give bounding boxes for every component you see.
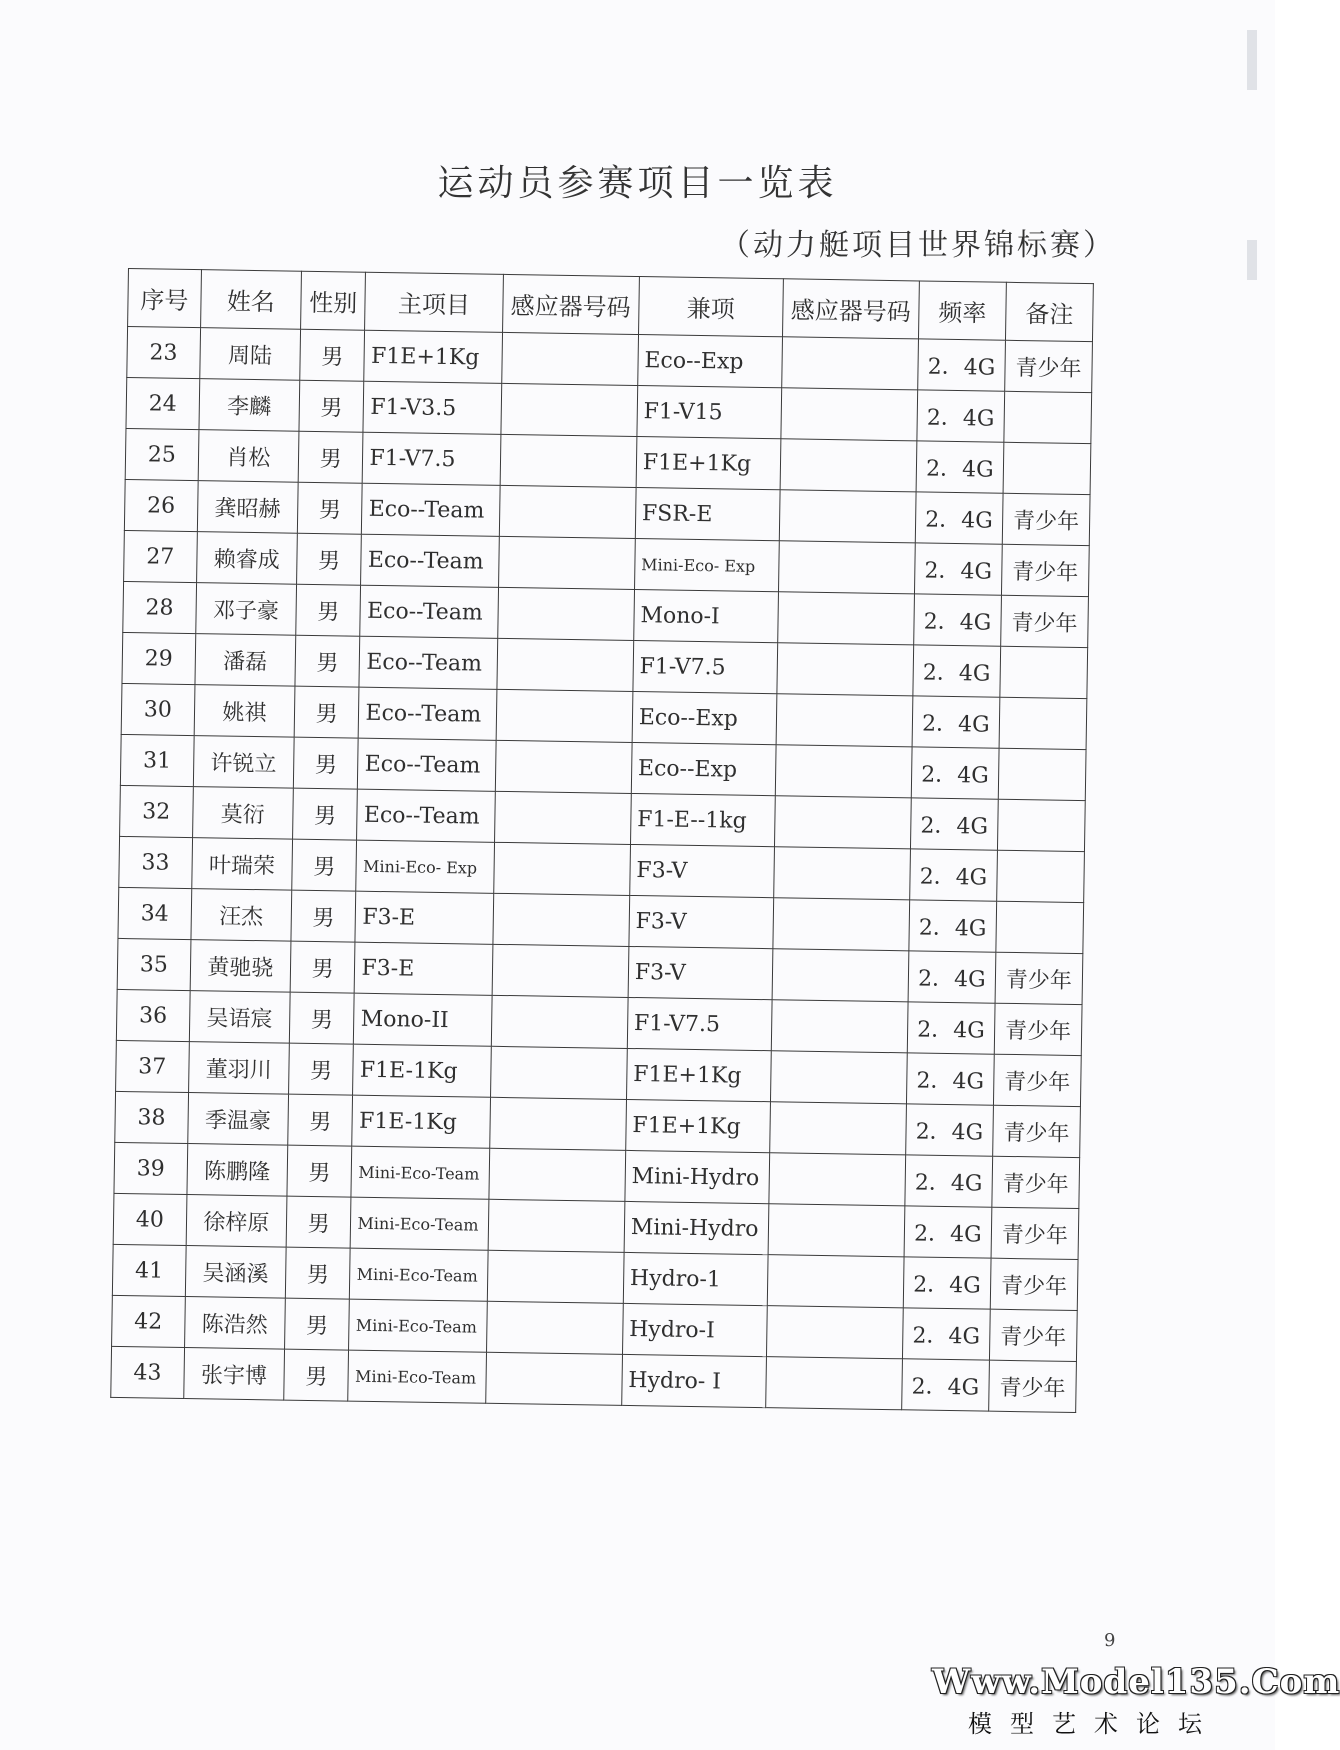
athlete-name-cell: 赖睿成 [196, 532, 297, 585]
scan-edge-mark [1247, 240, 1257, 280]
secondary-sensor-number-cell [765, 1357, 902, 1410]
sensor-number-cell [499, 485, 636, 538]
secondary-event-cell: F1-V7.5 [627, 997, 772, 1050]
gender-cell: 男 [285, 1247, 350, 1299]
secondary-event-cell: Mini-Eco- Exp [634, 538, 779, 591]
row-number-cell: 32 [120, 785, 193, 837]
frequency-cell: 2．4G [915, 492, 1003, 544]
watermark-label: 模型艺术论坛 [968, 1710, 1220, 1738]
gender-cell: 男 [288, 1094, 353, 1146]
row-number-cell: 26 [124, 479, 197, 531]
secondary-sensor-number-cell [777, 592, 914, 645]
main-event-cell: Mono-II [354, 993, 492, 1046]
sensor-number-cell [491, 995, 628, 1048]
gender-cell: 男 [285, 1298, 350, 1350]
header-cell: 姓名 [200, 270, 301, 330]
sensor-number-cell [485, 1352, 622, 1405]
gender-cell: 男 [294, 686, 359, 738]
secondary-sensor-number-cell [771, 1000, 908, 1053]
secondary-event-cell: Mini-Hydro [625, 1150, 770, 1203]
remark-cell [999, 697, 1087, 749]
frequency-cell: 2．4G [904, 1206, 992, 1258]
row-number-cell: 27 [124, 530, 197, 582]
remark-cell: 青少年 [993, 1105, 1081, 1157]
secondary-sensor-number-cell [779, 490, 916, 543]
sensor-number-cell [497, 638, 634, 691]
remark-cell: 青少年 [1005, 340, 1093, 392]
header-cell: 感应器号码 [502, 274, 639, 334]
sensor-number-cell [496, 689, 633, 742]
secondary-sensor-number-cell [773, 898, 910, 951]
gender-cell: 男 [286, 1196, 351, 1248]
secondary-event-cell: Eco--Exp [631, 742, 776, 795]
secondary-event-cell: F3-V [628, 946, 773, 999]
main-event-cell: Eco--Team [358, 738, 496, 791]
frequency-cell: 2．4G [906, 1053, 994, 1105]
row-number-cell: 40 [113, 1193, 186, 1245]
gender-cell: 男 [295, 635, 360, 687]
secondary-event-cell: Eco--Exp [638, 335, 783, 388]
secondary-sensor-number-cell [777, 643, 914, 696]
secondary-event-cell: Eco--Exp [632, 691, 777, 744]
remark-cell: 青少年 [1002, 493, 1090, 545]
header-cell: 主项目 [365, 272, 503, 332]
sensor-number-cell [501, 383, 638, 436]
remark-cell [996, 901, 1084, 953]
gender-cell: 男 [298, 431, 363, 483]
row-number-cell: 43 [111, 1346, 184, 1398]
main-event-cell: Eco--Team [360, 585, 498, 638]
secondary-sensor-number-cell [772, 949, 909, 1002]
frequency-cell: 2．4G [902, 1308, 990, 1360]
row-number-cell: 30 [121, 683, 194, 735]
frequency-cell: 2．4G [909, 900, 997, 952]
main-event-cell: F1E-1Kg [352, 1095, 490, 1148]
scan-edge-mark [1247, 30, 1257, 90]
secondary-sensor-number-cell [769, 1102, 906, 1155]
page-number: 9 [1104, 1630, 1116, 1651]
frequency-cell: 2．4G [902, 1359, 990, 1411]
athlete-name-cell: 汪杰 [191, 889, 292, 942]
frequency-cell: 2．4G [910, 849, 998, 901]
main-event-cell: F1-V3.5 [363, 381, 501, 434]
athlete-entry-table [110, 268, 1094, 1413]
sensor-number-cell [488, 1199, 625, 1252]
remark-cell: 青少年 [994, 1003, 1082, 1055]
document-title: 运动员参赛项目一览表 [437, 163, 838, 204]
gender-cell: 男 [300, 329, 365, 381]
sensor-number-cell [500, 434, 637, 487]
athlete-name-cell: 莫衍 [192, 787, 293, 840]
remark-cell: 青少年 [993, 1054, 1081, 1106]
secondary-sensor-number-cell [781, 337, 918, 390]
main-event-cell: Mini-Eco-Team [351, 1146, 489, 1199]
remark-cell [1004, 391, 1092, 443]
sensor-number-cell [497, 587, 634, 640]
main-event-cell: Eco--Team [362, 483, 500, 536]
frequency-cell: 2．4G [911, 747, 999, 799]
athlete-name-cell: 吴涵溪 [185, 1246, 286, 1299]
gender-cell: 男 [292, 839, 357, 891]
row-number-cell: 37 [116, 1040, 189, 1092]
frequency-cell: 2．4G [905, 1155, 993, 1207]
secondary-sensor-number-cell [780, 439, 917, 492]
header-cell: 序号 [128, 269, 202, 328]
frequency-cell: 2．4G [908, 951, 996, 1003]
row-number-cell: 36 [116, 989, 189, 1041]
sensor-number-cell [494, 791, 631, 844]
secondary-event-cell: Mini-Hydro [624, 1201, 769, 1254]
main-event-cell: Mini-Eco-Team [349, 1299, 487, 1352]
main-event-cell: F1E+1Kg [364, 330, 502, 383]
athlete-name-cell: 肖松 [198, 430, 299, 483]
sensor-number-cell [493, 842, 630, 895]
remark-cell [997, 799, 1085, 851]
row-number-cell: 23 [127, 327, 200, 379]
athlete-name-cell: 吴语宸 [189, 991, 290, 1044]
frequency-cell: 2．4G [907, 1002, 995, 1054]
athlete-name-cell: 叶瑞荣 [191, 838, 292, 891]
secondary-sensor-number-cell [770, 1051, 907, 1104]
table-body [111, 327, 1093, 1413]
athlete-name-cell: 徐梓原 [186, 1195, 287, 1248]
sensor-number-cell [495, 740, 632, 793]
athlete-name-cell: 季温豪 [187, 1093, 288, 1146]
frequency-cell: 2．4G [906, 1104, 994, 1156]
row-number-cell: 29 [122, 632, 195, 684]
row-number-cell: 42 [112, 1295, 185, 1347]
header-cell: 频率 [918, 281, 1006, 340]
secondary-event-cell: F1E+1Kg [626, 1099, 771, 1152]
main-event-cell: F3-E [355, 891, 493, 944]
gender-cell: 男 [289, 992, 354, 1044]
frequency-cell: 2．4G [913, 645, 1001, 697]
remark-cell: 青少年 [991, 1207, 1079, 1259]
frequency-cell: 2．4G [918, 339, 1006, 391]
row-number-cell: 28 [123, 581, 196, 633]
secondary-sensor-number-cell [774, 796, 911, 849]
gender-cell: 男 [299, 380, 364, 432]
gender-cell: 男 [287, 1145, 352, 1197]
frequency-cell: 2．4G [910, 798, 998, 850]
main-event-cell: Mini-Eco- Exp [356, 840, 494, 893]
frequency-cell: 2．4G [914, 543, 1002, 595]
secondary-sensor-number-cell [781, 388, 918, 441]
watermark-url: Www.Model135.Com [932, 1662, 1340, 1702]
main-event-cell: F3-E [355, 942, 493, 995]
secondary-sensor-number-cell [775, 745, 912, 798]
secondary-sensor-number-cell [776, 694, 913, 747]
header-cell: 感应器号码 [782, 279, 919, 339]
row-number-cell: 35 [117, 938, 190, 990]
remark-cell: 青少年 [992, 1156, 1080, 1208]
sensor-number-cell [489, 1097, 626, 1150]
frequency-cell: 2．4G [917, 390, 1005, 442]
sensor-number-cell [498, 536, 635, 589]
gender-cell: 男 [291, 890, 356, 942]
athlete-name-cell: 许锐立 [193, 736, 294, 789]
remark-cell [998, 748, 1086, 800]
main-event-cell: Eco--Team [359, 636, 497, 689]
remark-cell: 青少年 [995, 952, 1083, 1004]
remark-cell: 青少年 [989, 1309, 1077, 1361]
athlete-name-cell: 李麟 [199, 379, 300, 432]
row-number-cell: 34 [118, 887, 191, 939]
main-event-cell: Eco--Team [357, 789, 495, 842]
frequency-cell: 2．4G [914, 594, 1002, 646]
secondary-event-cell: F3-V [630, 844, 775, 897]
remark-cell [1000, 646, 1088, 698]
header-cell: 性别 [301, 271, 366, 330]
header-cell: 备注 [1005, 282, 1093, 341]
gender-cell: 男 [284, 1349, 349, 1401]
row-number-cell: 25 [125, 428, 198, 480]
remark-cell: 青少年 [989, 1360, 1077, 1412]
row-number-cell: 41 [112, 1244, 185, 1296]
athlete-name-cell: 董羽川 [188, 1042, 289, 1095]
remark-cell: 青少年 [1001, 544, 1089, 596]
gender-cell: 男 [297, 533, 362, 585]
row-number-cell: 39 [114, 1142, 187, 1194]
athlete-name-cell: 陈浩然 [184, 1297, 285, 1350]
sensor-number-cell [489, 1148, 626, 1201]
row-number-cell: 24 [126, 377, 199, 429]
athlete-name-cell: 潘磊 [195, 634, 296, 687]
sensor-number-cell [486, 1301, 623, 1354]
athlete-name-cell: 陈鹏隆 [187, 1144, 288, 1197]
remark-cell: 青少年 [990, 1258, 1078, 1310]
main-event-cell: Mini-Eco-Team [350, 1248, 488, 1301]
sensor-number-cell [490, 1046, 627, 1099]
secondary-sensor-number-cell [778, 541, 915, 594]
gender-cell: 男 [297, 482, 362, 534]
main-event-cell: Mini-Eco-Team [348, 1350, 486, 1403]
secondary-event-cell: Mono-I [634, 589, 779, 642]
gender-cell: 男 [293, 788, 358, 840]
secondary-event-cell: F1-V15 [637, 386, 782, 439]
header-cell: 兼项 [638, 277, 783, 337]
secondary-event-cell: F3-V [629, 895, 774, 948]
secondary-event-cell: F1-E--1kg [630, 793, 775, 846]
frequency-cell: 2．4G [912, 696, 1000, 748]
secondary-sensor-number-cell [768, 1204, 905, 1257]
main-event-cell: F1E-1Kg [353, 1044, 491, 1097]
main-event-cell: F1-V7.5 [363, 432, 501, 485]
gender-cell: 男 [290, 941, 355, 993]
secondary-event-cell: F1E+1Kg [626, 1048, 771, 1101]
frequency-cell: 2．4G [916, 441, 1004, 493]
secondary-event-cell: F1-V7.5 [633, 640, 778, 693]
athlete-name-cell: 邓子豪 [195, 583, 296, 636]
secondary-event-cell: Hydro-I [622, 1303, 767, 1356]
remark-cell: 青少年 [1001, 595, 1089, 647]
sensor-number-cell [501, 332, 638, 385]
secondary-event-cell: FSR-E [635, 488, 780, 541]
sensor-number-cell [487, 1250, 624, 1303]
gender-cell: 男 [293, 737, 358, 789]
secondary-sensor-number-cell [767, 1255, 904, 1308]
document-subtitle: （动力艇项目世界锦标赛） [720, 228, 1116, 263]
secondary-event-cell: F1E+1Kg [636, 437, 781, 490]
athlete-name-cell: 姚祺 [194, 685, 295, 738]
secondary-sensor-number-cell [769, 1153, 906, 1206]
secondary-sensor-number-cell [773, 847, 910, 900]
remark-cell [1003, 442, 1091, 494]
remark-cell [997, 850, 1085, 902]
secondary-sensor-number-cell [766, 1306, 903, 1359]
athlete-name-cell: 龚昭赫 [197, 481, 298, 534]
secondary-event-cell: Hydro- I [622, 1354, 767, 1407]
main-event-cell: Eco--Team [361, 534, 499, 587]
secondary-event-cell: Hydro-1 [623, 1252, 768, 1305]
athlete-name-cell: 黄驰骁 [190, 940, 291, 993]
athlete-name-cell: 周陆 [199, 328, 300, 381]
row-number-cell: 31 [120, 734, 193, 786]
sensor-number-cell [492, 944, 629, 997]
main-event-cell: Mini-Eco-Team [351, 1197, 489, 1250]
gender-cell: 男 [296, 584, 361, 636]
sensor-number-cell [493, 893, 630, 946]
row-number-cell: 38 [115, 1091, 188, 1143]
row-number-cell: 33 [119, 836, 192, 888]
athlete-name-cell: 张宇博 [183, 1348, 284, 1401]
main-event-cell: Eco--Team [359, 687, 497, 740]
frequency-cell: 2．4G [903, 1257, 991, 1309]
gender-cell: 男 [289, 1043, 354, 1095]
